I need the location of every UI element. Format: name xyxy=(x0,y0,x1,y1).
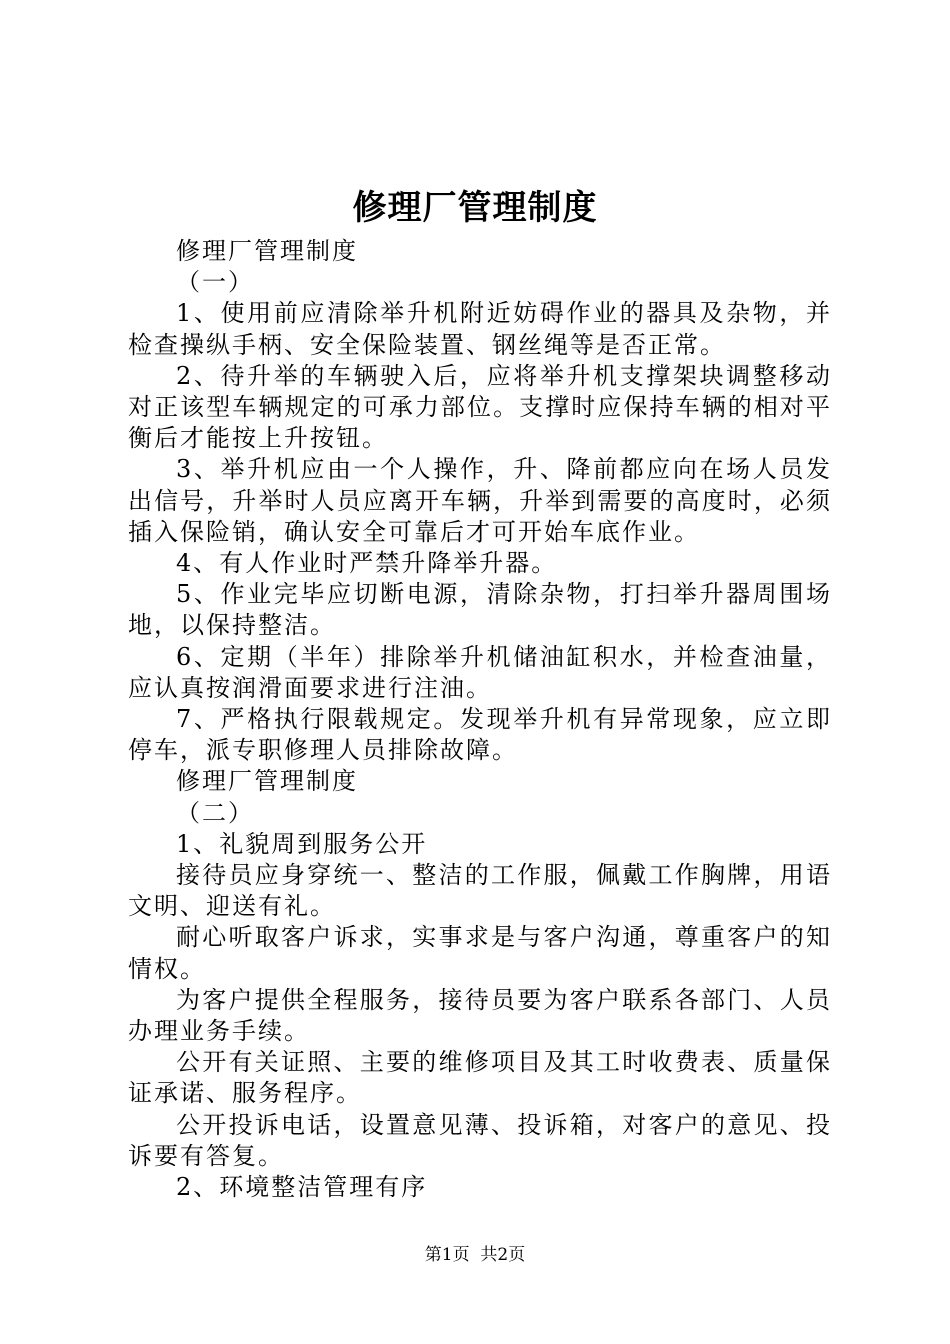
paragraph: 修理厂管理制度 xyxy=(176,237,358,265)
paragraph: 为客户提供全程服务，接待员要为客户联系各部门、人员办理业务手续。 xyxy=(128,985,832,1046)
paragraph: 5、作业完毕应切断电源，清除杂物，打扫举升器周围场地，以保持整洁。 xyxy=(128,580,832,640)
paragraph: （二） xyxy=(176,798,254,827)
paragraph: 2、待升举的车辆驶入后，应将举升机支撑架块调整移动对正该型车辆规定的可承力部位。支撑时应保持车辆的相对平衡后才能按上升按钮。 xyxy=(128,361,832,453)
paragraph: 1、使用前应清除举升机附近妨碍作业的器具及杂物，并检查操纵手柄、安全保险装置、钢丝绳等是否正常。 xyxy=(128,299,832,359)
document-body xyxy=(128,236,832,1203)
paragraph: （一） xyxy=(176,268,254,297)
paragraph: 7、严格执行限载规定。发现举升机有异常现象，应立即停车，派专职修理人员排除故障。 xyxy=(128,705,832,765)
page-number-label: 第1页 共2页 xyxy=(424,1245,526,1265)
paragraph: 公开投诉电话，设置意见薄、投诉箱，对客户的意见、投诉要有答复。 xyxy=(128,1110,832,1170)
paragraph: 6、定期（半年）排除举升机储油缸积水，并检查油量，应认真按润滑面要求进行注油。 xyxy=(128,642,832,702)
paragraph: 耐心听取客户诉求，实事求是与客户沟通，尊重客户的知情权。 xyxy=(128,923,832,983)
paragraph: 3、举升机应由一个人操作，升、降前都应向在场人员发出信号，升举时人员应离开车辆，升举到需要的高度时，必须插入保险销，确认安全可靠后才可开始车底作业。 xyxy=(128,455,832,546)
document-title: 修理厂管理制度 xyxy=(352,188,598,228)
paragraph: 公开有关证照、主要的维修项目及其工时收费表、质量保证承诺、服务程序。 xyxy=(128,1048,832,1108)
paragraph: 4、有人作业时严禁升降举升器。 xyxy=(176,549,558,578)
page-footer xyxy=(0,1243,950,1267)
paragraph: 修理厂管理制度 xyxy=(176,767,358,796)
paragraph: 1、礼貌周到服务公开 xyxy=(176,829,428,858)
paragraph: 接待员应身穿统一、整洁的工作服，佩戴工作胸牌，用语文明、迎送有礼。 xyxy=(128,861,832,921)
paragraph: 2、环境整洁管理有序 xyxy=(176,1173,428,1202)
